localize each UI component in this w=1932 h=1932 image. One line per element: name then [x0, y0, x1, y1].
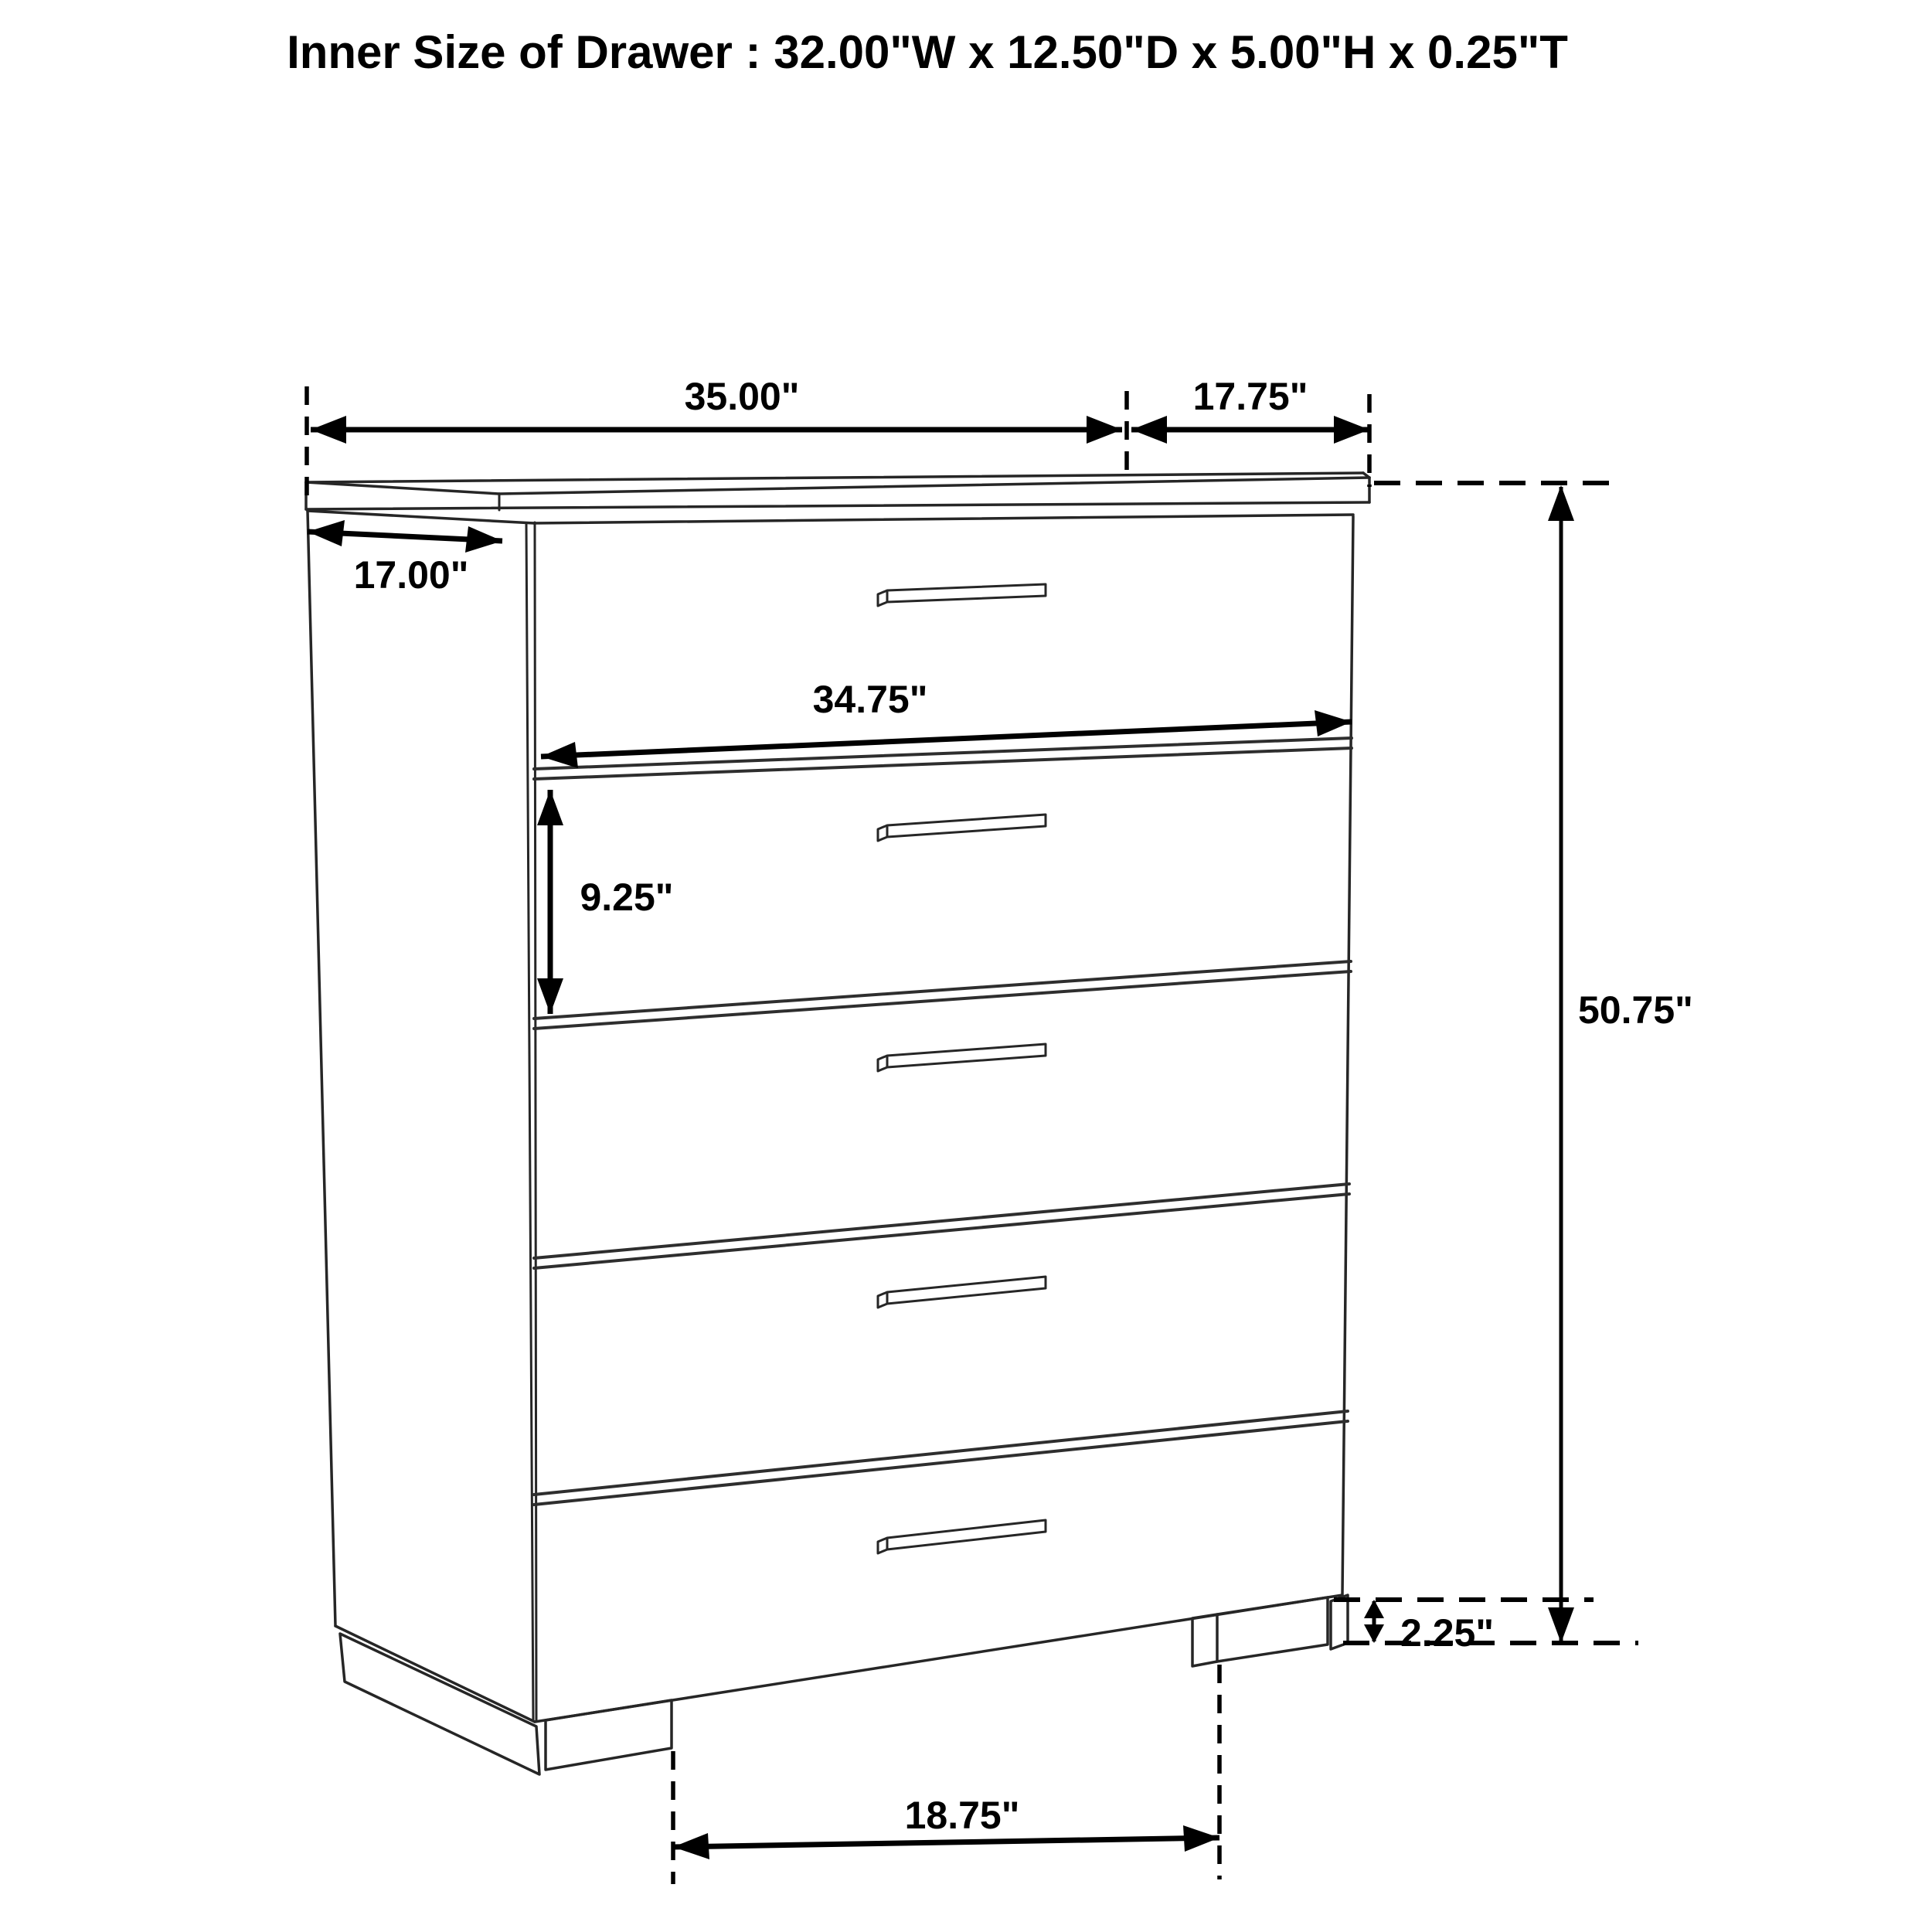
arrowhead-right: [1087, 416, 1122, 444]
arrowhead-right: [465, 526, 502, 553]
dim-label-foot-spacing: 18.75": [904, 1794, 1020, 1837]
side-panel-left-edge: [308, 511, 335, 1626]
drawer-separator-4: [534, 1411, 1348, 1505]
dim-label-side-depth: 17.00": [353, 553, 469, 597]
front-left-leg: [546, 1700, 672, 1770]
drawer-separator-3: [534, 1184, 1349, 1268]
dim-side-depth: [308, 520, 502, 597]
dim-label-top-depth: 17.75": [1192, 375, 1308, 418]
front-right-edge: [1342, 516, 1353, 1595]
arrowhead-left: [1131, 416, 1167, 444]
drawer-handles: [878, 584, 1046, 1553]
top-panel-left-top-edge: [306, 482, 499, 494]
arrowhead-right: [1315, 710, 1352, 736]
front-top-edge: [534, 515, 1353, 523]
dim-foot-height: [1334, 1600, 1638, 1655]
arrowhead-left: [308, 520, 345, 546]
arrowhead-left: [673, 1833, 709, 1859]
dim-label-overall-height: 50.75": [1578, 988, 1693, 1032]
arrowhead-right: [1334, 416, 1369, 444]
drawer-handle-4: [878, 1277, 1046, 1308]
dim-foot-spacing: [673, 1665, 1219, 1884]
top-panel-bottom-edge: [306, 502, 1369, 509]
drawer-handle-2: [878, 815, 1046, 841]
dim-label-foot-height: 2.25": [1400, 1611, 1495, 1655]
drawer-handle-3: [878, 1044, 1046, 1071]
arrowhead-left: [311, 416, 346, 444]
arrowhead-right: [1183, 1825, 1219, 1852]
drawer-handle-5: [878, 1520, 1046, 1553]
arrowhead-down: [1364, 1624, 1384, 1643]
arrowhead-up: [1364, 1600, 1384, 1618]
drawer-separator-2: [534, 961, 1351, 1029]
side-panel-bottom-edge: [335, 1626, 535, 1722]
chest-drawing: [306, 473, 1369, 1774]
front-left-edge-inner: [535, 522, 536, 1722]
side-panel: [308, 511, 535, 1722]
arrowhead-left: [541, 742, 578, 768]
legs: [340, 1595, 1348, 1774]
arrowhead-down: [1548, 1607, 1574, 1643]
arrowhead-up: [1548, 485, 1574, 521]
dim-label-top-width: 35.00": [684, 375, 800, 418]
left-plinth: [340, 1634, 539, 1774]
top-panel: [306, 473, 1369, 510]
dim-top-depth: [1131, 375, 1369, 487]
dim-label-drawer-height: 9.25": [580, 876, 674, 919]
drawer-separator-1: [534, 738, 1352, 779]
front-right-leg: [1217, 1597, 1328, 1662]
dim-line: [673, 1838, 1219, 1847]
dim-overall-height: [1374, 483, 1693, 1643]
arrowhead-up: [537, 790, 563, 825]
dim-drawer-height: [537, 790, 674, 1014]
front-face: [526, 515, 1353, 1722]
dim-label-drawer-width: 34.75": [812, 678, 928, 721]
arrowhead-down: [537, 978, 563, 1014]
front-left-edge-outer: [526, 524, 533, 1721]
diagram-title: Inner Size of Drawer : 32.00"W x 12.50"D x 5.00"H x 0.25"T: [287, 26, 1568, 78]
drawer-handle-1: [878, 584, 1046, 606]
front-right-leg-side: [1192, 1614, 1217, 1666]
